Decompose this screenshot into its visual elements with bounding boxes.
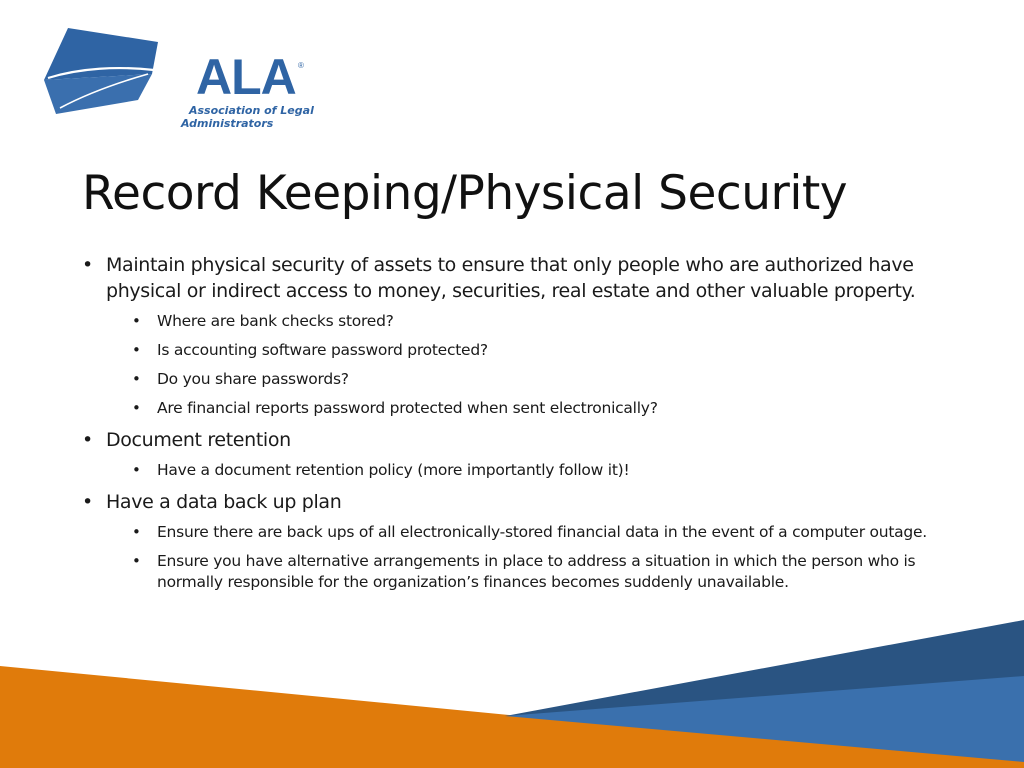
bullet-text: Document retention xyxy=(106,429,291,451)
sub-bullet-text: Is accounting software password protected? xyxy=(157,341,488,359)
bullet-icon: • xyxy=(82,491,93,513)
bullet-icon: • xyxy=(132,461,141,479)
bullet-item xyxy=(82,252,942,419)
bullet-icon: • xyxy=(132,370,141,388)
ala-logo xyxy=(40,22,314,130)
sub-bullet-item xyxy=(132,398,942,419)
logo-wordmark: ALA xyxy=(196,49,296,105)
sub-bullet-text: Ensure there are back ups of all electronically-stored financial data in the event of a computer outage. xyxy=(157,523,927,541)
sub-bullet-text: Ensure you have alternative arrangements in place to address a situation in which the person who is normally responsible for the organization’s finances becomes suddenly unavailable. xyxy=(157,552,916,591)
bullet-item xyxy=(82,427,942,481)
bullet-icon: • xyxy=(132,523,141,541)
bullet-icon: • xyxy=(132,312,141,330)
bullet-text: Maintain physical security of assets to ensure that only people who are authorized have physical or indirect access to money, securities, real estate and other valuable property. xyxy=(106,254,916,302)
sub-bullet-list xyxy=(132,311,942,419)
sub-bullet-item xyxy=(132,551,942,593)
sub-bullet-text: Do you share passwords? xyxy=(157,370,349,388)
sub-bullet-text: Are financial reports password protected when sent electronically? xyxy=(157,399,658,417)
slide-title: Record Keeping/Physical Security xyxy=(82,166,848,221)
sub-bullet-item xyxy=(132,311,942,332)
sub-bullet-list xyxy=(132,522,942,593)
sub-bullet-text: Where are bank checks stored? xyxy=(157,312,394,330)
logo-subtitle-line1: Association of Legal xyxy=(189,104,314,117)
bullet-list xyxy=(82,252,942,593)
bullet-icon: • xyxy=(82,254,93,276)
sub-bullet-item xyxy=(132,340,942,361)
sub-bullet-text: Have a document retention policy (more importantly follow it)! xyxy=(157,461,630,479)
bullet-item xyxy=(82,489,942,593)
bullet-icon: • xyxy=(82,429,93,451)
bullet-icon: • xyxy=(132,399,141,417)
bullet-text: Have a data back up plan xyxy=(106,491,342,513)
sub-bullet-item xyxy=(132,460,942,481)
sub-bullet-item xyxy=(132,522,942,543)
sub-bullet-list xyxy=(132,460,942,481)
slide-body xyxy=(82,252,942,601)
bullet-icon: • xyxy=(132,552,141,570)
logo-subtitle-line2: Administrators xyxy=(181,117,274,130)
bullet-icon: • xyxy=(132,341,141,359)
sub-bullet-item xyxy=(132,369,942,390)
logo-registered-mark: ® xyxy=(298,61,304,70)
